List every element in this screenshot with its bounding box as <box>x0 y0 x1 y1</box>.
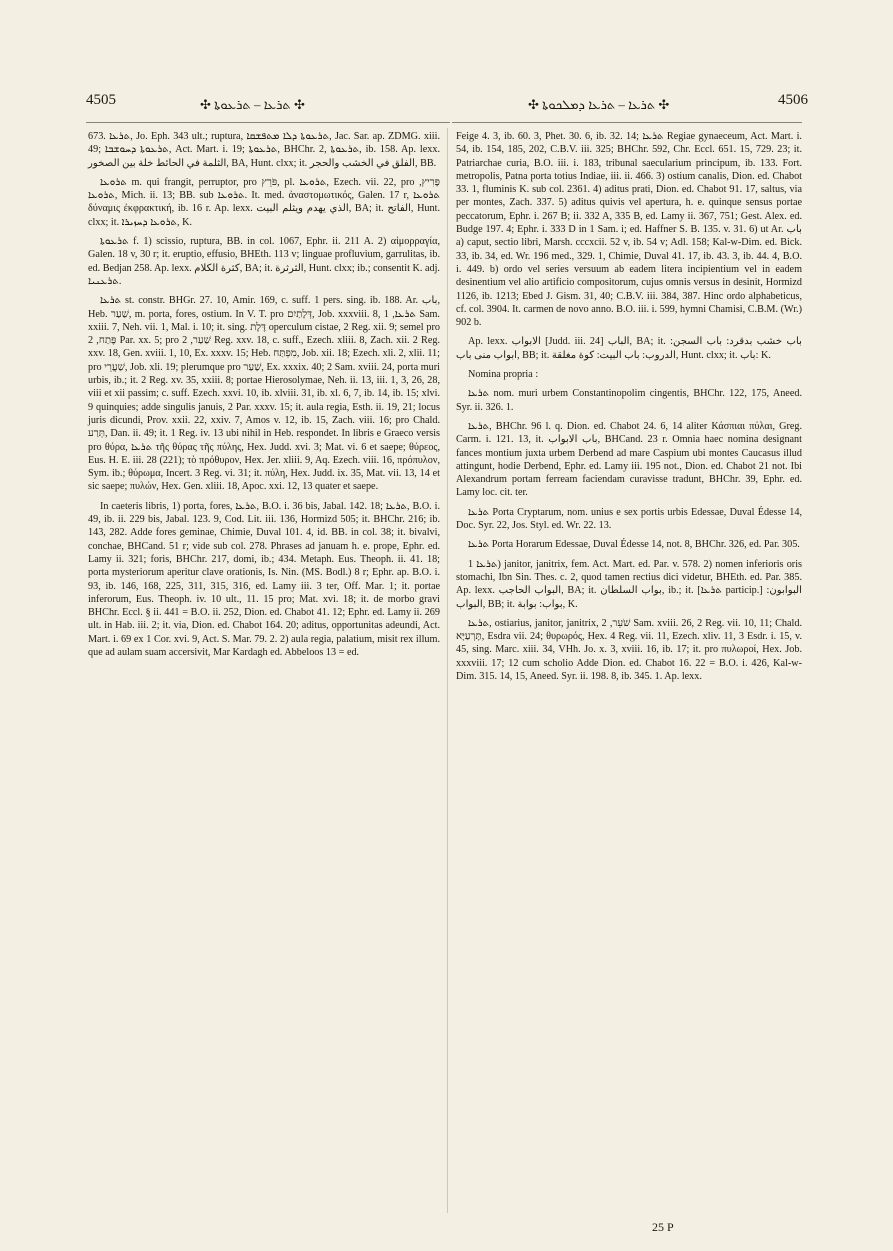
nomina-propria-heading: Nomina propria : <box>468 369 539 381</box>
entry-paragraph: 673. ܬܪܥܐ, Jo. Eph. 343 ult.; ruptura, ܬܪܥܘܬܐ ܕܠܐ ܡܬܦܫܩܐ, Jac. Sar. ap. ZDMG. xiii. 49; ܬܪܥܘܬܐ ܕܚܘܫܒܐ, Act. Mart. i. 19; ܬܪܥܘܬܐ, BHChr. 2, ܬܪܥܘܬܐ, ib. 158. Ap. lexx. الثلمة في الحائط خلة بين الصخور, BA, Hunt. clxx; it. الفلق في الخشب والحجر, BB. <box>88 131 440 169</box>
entry-paragraph: ܬܪܥܘܬܐ f. 1) scissio, ruptura, BB. in col. 1067, Ephr. ii. 211 A. 2) αἱμορραγία, Galen. 18 v, 30 r; it. eruptio, effusio, BHEth. 113 v; linguae profluvium, garrulitas, ib. ed. Bedjan 258. Ap. lexx. كثرة الكلام, BA; it. الثرثرة, Hunt. clxx; ib.; consentit K. adj. ܬܪܥܢܝܐ. <box>88 236 440 287</box>
entry-paragraph: ܬܪܥܐ nom. muri urbem Constantinopolim cingentis, BHChr. 122, 175, Aneed. Syr. ii. 326. 1. <box>456 388 802 413</box>
right-running-title: ✣ ܬܪܥܐ – ܬܪܥܐ ܕܡܠܟܘܬܐ ✣ <box>528 97 670 112</box>
right-page-number: 4506 <box>778 92 808 108</box>
right-column <box>456 130 802 689</box>
entry-paragraph: ܬܪܥܐ Porta Cryptarum, nom. unius e sex portis urbis Edessae, Duval Édesse 14, Doc. Syr. 22, Jos. Styl. ed. Wr. 22. 13. <box>456 506 802 532</box>
header-rule-right <box>452 122 802 123</box>
header-rule-left <box>86 122 450 123</box>
signature-mark: 25 P <box>652 1220 674 1234</box>
left-column <box>88 130 440 665</box>
entry-paragraph: ܬܪܥܐ st. constr. BHGr. 27. 10, Amir. 169, c. suff. 1 pers. sing. ib. 188. Ar. باب, Heb. שַׁעַר, m. porta, fores, ostium. In V. T. pro דְּלָתַיִם, Job. xxxviii. 8, ܬܪܥܐ, 1 Sam. xxiii. 7, Neh. vii. 1, Mal. i. 10; it. sing. דֶּלֶת operculum cistae, 2 Reg. xii. 9; semel pro פֶּתַח, 2 Par. xx. 5; pro שַׁעַר, 2 Reg. xxv. 18, c. suff., Ezech. xliii. 8, Zach. xii. 2 Reg. xxv. 18, Gen. xviii. 1, 10, Ex. xxxv. 15; Heb. מִפְתַּח, Job. xii. 18; Ezech. xli. 2, xlii. 11; pro שַׁעֲרֵי, Job. xli. 19; plerumque pro שַׁעַר, Ex. xxxix. 40; 2 Sam. xviii. 24, porta muri urbis, ib.; it. 2 Reg. xv. 35, xxiii. 8; portae Hierosolymae, Neh. ii. 13, iii. 1, 3, 26, 28, viii et xii passim; c. suff. Ezech. xxvi. 10, ib. xlviii. 31, ib. xl. 6, 7, ib. 14, ib. 15; xlvi. 9 quinquies; adde singulis januis, 2 Par. xxxv. 15; it. aula regia, Esth. ii. 19, 21; locus juris dicundi, Prov. xxii. 22, xxiv. 7, Amos v. 12, ib. 15, Zach. viii. 16; pro Chald. תְּרַע, Dan. ii. 49; it. 1 Reg. iv. 13 ubi nihil in Heb. respondet. In libris e Graeco versis pro θύρα, ܬܪܥܐ τῆς θύρας τῆς πύλης, Hex. Judd. xvi. 3; Mat. vi. 6 et saepe; θύρεος, Eus. H. E. iii. 28 (221); τὸ πρόθυρον, Hex. Jer. xliii. 9, Aq. Ezech. viii. 16, πρόπυλον, Sym. ib.; θύρωμα, Incert. 3 Reg. vi. 31; it. πύλη, Hex. Judd. ix. 35, Mat. vii. 13, 14 et sic saepe; πυλών, Hex. Gen. xliii. 18, Apoc. xxi. 12, 13 quater et saepe. <box>88 295 440 493</box>
left-page-number: 4505 <box>86 92 116 108</box>
column-divider <box>447 128 448 1213</box>
left-running-title: ✣ ܬܪܥܐ – ܬܪܥܘܬܐ ✣ <box>200 97 305 112</box>
entry-paragraph: ܬܪܥܐ 1) janitor, janitrix, fem. Act. Mart. ed. Par. v. 578. 2) nomen inferioris oris stomachi, Ibn Sin. Thes. c. 2, quod tamen rectius dici videtur, BHEth. ed. Par. 385. Ap. lexx. البواب الحاجب, BA; it. بواب السلطان, ib.; it. [ܬܪܥܐ particip.] البوابون: البواب, BB; it. بواب: بوابة, K. <box>456 558 802 610</box>
entry-paragraph: Ap. lexx. الابواب [Judd. iii. 24] الباب, BA; it. باب خشب بدقرد: باب السجن: ابواب منى باب, BB; it. الدروب: باب البيت: كوة مغلقة, Hunt. clxx; it. باب: K. <box>456 336 802 361</box>
entry-paragraph: Feige 4. 3, ib. 60. 3, Phet. 30. 6, ib. 32. 14; ܬܪܥܐ Regiae gynaeceum, Act. Mart. i. 54, ib. 154, 185, 202, C.B.V. iii. 325; BHChr. 592, Chr. Eccl. 651. 15, 729. 23; it. Patriarchae curia, B.O. iii. i. 183, tribunal saecularium principum, ib. 133. Fort. metropolis, Patna porta totius Indiae, iii. ii. 466. 3) ostium canalis, Dion. ed. Chabot 33. 1, fluminis K. sub col. 2361. 4) aditus prati, Dion. ed. Chabot 91. 17, saltus, via per montes, Zach. 337. 5) aditus quivis vel apertura, h. e. quinque sensus portae peccatorum, Ephr. i. 267 B; ii. 332 A, 335 B, ed. Lamy ii. 367, 751; Gest. Alex. ed. Budge 197. 4; Ephr. i. 333 D in 1 Sam. i; ed. Haffner S. B. 135. v. 31. 6) ut Ar. باب a) caput, sectio libri, Marsh. cccxcii. 52 v, ib. 54 v; Adl. 158; Kal-w-Dim. ed. Bick. 33, ib. 34, ed. Wr. 196 med., 329. 1, Chimie, Duval 41. 17, ib. 43. 3, ib. 44. 4, B.O. i. 449. b) ordo vel series versuum ab eadem litera incipientium vel in eadem desinentium vel alio artificio compositorum, cujus omnis versus in desinit, Hormizd 1126, ib. 1213; Ebed J. Gism. 31, 40; C.B.V. iii. 384, 387. Hinc ordo alphabeticus, cf. col. 3904. It. carmen de novo anno. B.O. iii. i. 599, hymni Chamisi, C.B.M. (Wr.) 902 b. <box>456 131 802 329</box>
entry-paragraph: In caeteris libris, 1) porta, fores, ܬܪܥܐ, B.O. i. 36 bis, Jabal. 142. 18; ܬܪܥܐ, B.O. i. 49, ib. ii. 229 bis, Jabal. 123. 9, Cod. Lit. iii. 136, Hormizd 505; it. BHChr. 216; ib. 143, 282. Adde fores geminae, Chimie, Duval 101. 4, id. BB. in col. 38; it. bivalvi, conchae, BHCand. 51 r; vide sub col. 278. Phrases ad januam h. e. prope, Ephr. ed. Lamy ii. 321; foris, BHChr. 217, domi, ib.; 434. Metaph. Eus. Theoph. ii. 41. 18; porta mysteriorum aperitur clave orationis, Is. Nin. (MS. Bodl.) 8 r; Ephr. ap. B.O. i. 93, ib. 146, 168, 225, 311, 315, 316, ed. Lamy iii. 3 ter, Off. Mar. 1; it. portae inferorum, Eus. Theoph. iv. 10 ult., 11. 15 pro; Mat. xvi. 18; it. de morbo gravi BHChr. Eccl. § ii. 441 = B.O. ii. 252, Dion. ed. Chabot 41. 12; Ephr. ed. Lamy ii. 269 ult. in Hab. iii. 2; it. via, Dion. ed. Chabot 164. 20; aditus, opportunitas adeundi, Act. Mart. i. 69 ex 1 Cor. xvi. 9, Act. S. Mar. 79. 2. 2) aula regia, palatium, misit rex illum. que ad aulam suam accersivit, Mar Kardagh ed. Abbeloos 13 = ed. <box>88 500 441 658</box>
entry-paragraph: ܬܪܥܐ, BHChr. 96 l. q. Dion. ed. Chabot 24. 6, 14 aliter Κάσπιαι πύλαι, Greg. Carm. i. 121. 13, it. باب الابواب, BHCand. 23 r. Omnia haec nomina designant fances montium juxta urbem Derbend ad mare Caspium ubi montes Caucasus illud attingunt, hodie Derbend, Ephr. ed. Lamy iii. 195 not., Dion. ed. Chabot 21 not. Ibi Alexandrum portam ferream faciendam curavisse tradunt, BHChr. 39, Ephr. ed. Lamy loc. cit. ter. <box>456 420 802 499</box>
entry-paragraph: ܬܪܥܐ Porta Horarum Edessae, Duval Édesse 14, not. 8, BHChr. 326, ed. Par. 305. <box>468 539 800 551</box>
entry-paragraph: ܬܪܘܥܐ m. qui frangit, perruptor, pro פֹּרֵץ, pl. ܬܪܘܥܐ, Ezech. vii. 22, pro פָּרִיץ, ܬܪܘܥܐ, Mich. ii. 13; BB. sub ܬܪܘܥܐ. It. med. ἀναστομωτικός, Galen. 17 r, ܬܪܘܥܐ δύναμις ἐκφρακτική, ib. 16 r. Ap. lexx. الذي يهدم ويثلم البيت, BA; it. الفاتح, Hunt. clxx; it. ܬܪܘܥܐ ܕܚܙܝܪܐ, K. <box>88 176 440 228</box>
entry-paragraph: ܬܪܥܐ, ostiarius, janitor, janitrix, שֹׁעֵר, 2 Sam. xviii. 26, 2 Reg. vii. 10, 11; Chald. תָּרְעַיָּא, Esdra vii. 24; θυρωρός, Hex. 4 Reg. vii. 11, Ezech. xliv. 11, 3 Esdr. i. 15, v. 45, sing. Marc. xiii. 34, VHh. Jo. x. 3, xviii. 16, ib. 17; it. pro πυλωροί, Hex. Job. xxxviii. 17; 12 cum scholio Adde Dion. ed. Chabot 16. 22 = B.O. i. 426, Kal-w-Dim. 315. 14, 15, Aneed. Syr. ii. 198. 8, ib. 345. 1. Ap. lexx. <box>456 617 802 682</box>
